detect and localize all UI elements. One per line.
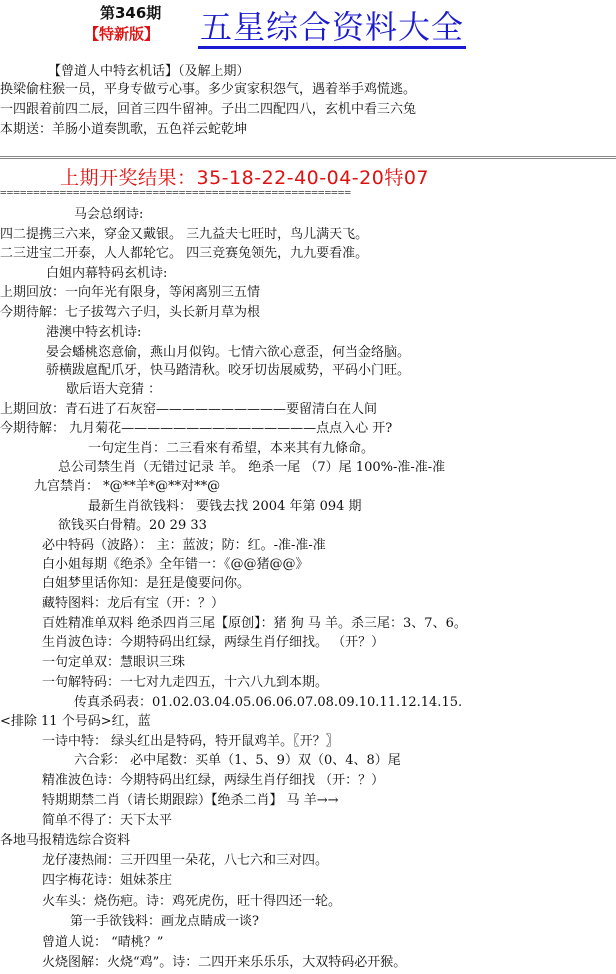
issue-number: 第346期 — [100, 4, 162, 22]
text-line: 本期送：羊肠小道奏凯歌，五色祥云蛇乾坤 — [0, 122, 248, 137]
text-line: 火车头：烧伤疤。诗：鸡死虎伤，旺十得四还一轮。 — [42, 894, 342, 909]
text-line: 白姐梦里话你知：是狂是傻要问你。 — [42, 576, 251, 591]
text-line: 【曾道人中特玄机话】（及解上期） — [48, 64, 250, 79]
text-line: 白姐内幕特码玄机诗: — [46, 266, 168, 281]
text-line: 龙仔凄热闹：三开四里一朵花，八七六和三对四。 — [42, 853, 329, 868]
text-line: 传真杀码表：01.02.03.04.05.06.06.07.08.09.10.11.12.14.15. — [74, 695, 463, 710]
text-line: 九宫禁肖： *@**羊*@**对**@ — [34, 479, 221, 494]
text-line: 上期回放：一向年光有限身，等闲离别三五情 — [0, 285, 261, 300]
text-line: 四二提携三六来，穿金又戴银。 三九益夫七旺时，鸟儿满天飞。 — [0, 227, 369, 242]
text-line: 百姓精准单双料 绝杀四肖三尾【原创】：猪 狗 马 羊。杀三尾：3、7、6。 — [42, 616, 467, 631]
text-line: 今期待解：七子拔驾六子归，头长新月草为根 — [0, 305, 261, 320]
text-line: 骄横跋扈配爪牙，快马踏清秋。咬牙切齿展威势，平码小门旺。 — [46, 363, 411, 378]
text-line: 藏特图料：龙后有宝（开：？） — [42, 596, 225, 611]
text-line: 一句解特码：一七对九走四五，十六八九到本期。 — [42, 675, 329, 690]
text-line: 精准波色诗：今期特码出红绿，两绿生肖仔细找 （开：？） — [42, 773, 385, 788]
text-line: 必中特码（波路）： 主：蓝波；防：红。-准-准-准 — [42, 538, 326, 553]
text-line: 特期期禁二肖（请长期跟踪）【绝杀二肖】 马 羊→→ — [42, 793, 339, 808]
text-line: 上期回放：青石进了石灰窑——————————要留清白在人间 — [0, 402, 378, 417]
text-line: 一句定生肖：二三看來有希望，本来其有九條命。 — [88, 441, 375, 456]
text-line: 马会总纲诗: — [74, 207, 144, 222]
text-line: 第一手欲钱料：画龙点睛成一谈? — [70, 914, 259, 929]
text-line: 最新生肖欲钱料： 要钱去找 2004 年第 094 期 — [88, 499, 362, 514]
text-line: 曾道人说： “晴桃？” — [42, 935, 164, 950]
text-line: 一句定单双：慧眼识三珠 — [42, 655, 186, 670]
text-line: 白小姐每期《绝杀》全年错一：《@@猪@@》 — [42, 557, 309, 572]
text-line: 四字梅花诗：姐妹茶庄 — [42, 873, 173, 888]
text-line: 欲钱买白骨精。20 29 33 — [58, 518, 207, 533]
text-line: 火烧图解：火烧“鸡”。诗：二四开来乐乐乐，大双特码必开猴。 — [42, 955, 407, 970]
page-title: 五星综合资料大全 — [198, 8, 466, 49]
text-line: 港澳中特玄机诗: — [46, 325, 142, 340]
edition-tag: 【特新版】 — [84, 25, 160, 43]
text-line: 各地马报精选综合资料 — [0, 833, 131, 848]
text-line: 简单不得了：天下太平 — [42, 813, 173, 828]
text-line: 一诗中特： 绿头红出是特码，特开鼠鸡羊。〖开？〗 — [42, 734, 339, 749]
text-line: 换梁偷柱猴一员，平身专做亏心事。多少寅家积怨气，遇着举手鸡慌逃。 — [0, 82, 417, 97]
text-line: 歇后语大竞猜 ： — [66, 382, 162, 397]
text-line: 六合彩： 必中尾数：买单（1、5、9）双（0、4、8）尾 — [74, 753, 401, 768]
text-line: 总公司禁生肖（无错过记录 羊。 绝杀一尾 （7）尾 100%-准-准-准 — [58, 460, 446, 475]
text-line: <排除 11 个号码>红，蓝 — [0, 714, 151, 729]
text-line: 一四跟着前四二辰，回首三四牛留神。子出二四配四八，玄机中看三六兔 — [0, 102, 417, 117]
text-line: 生肖波色诗：今期特码出红绿，两绿生肖仔细找。 （开？） — [42, 635, 385, 650]
text-line: 晏会蟠桃恣意偷，燕山月似钩。七情六欲心意歪，何当金络脑。 — [46, 345, 411, 360]
text-line: 今期待解： 九月菊花———————————————点点入心 开? — [0, 421, 393, 436]
separator-line: ===================================================== — [0, 186, 351, 199]
text-line: 二三进宝二开泰，人人都轮它。 四三竞赛兔领先，九九要看准。 — [0, 246, 369, 261]
last-draw-result: 上期开奖结果：35-18-22-40-04-20特07 — [60, 167, 430, 189]
